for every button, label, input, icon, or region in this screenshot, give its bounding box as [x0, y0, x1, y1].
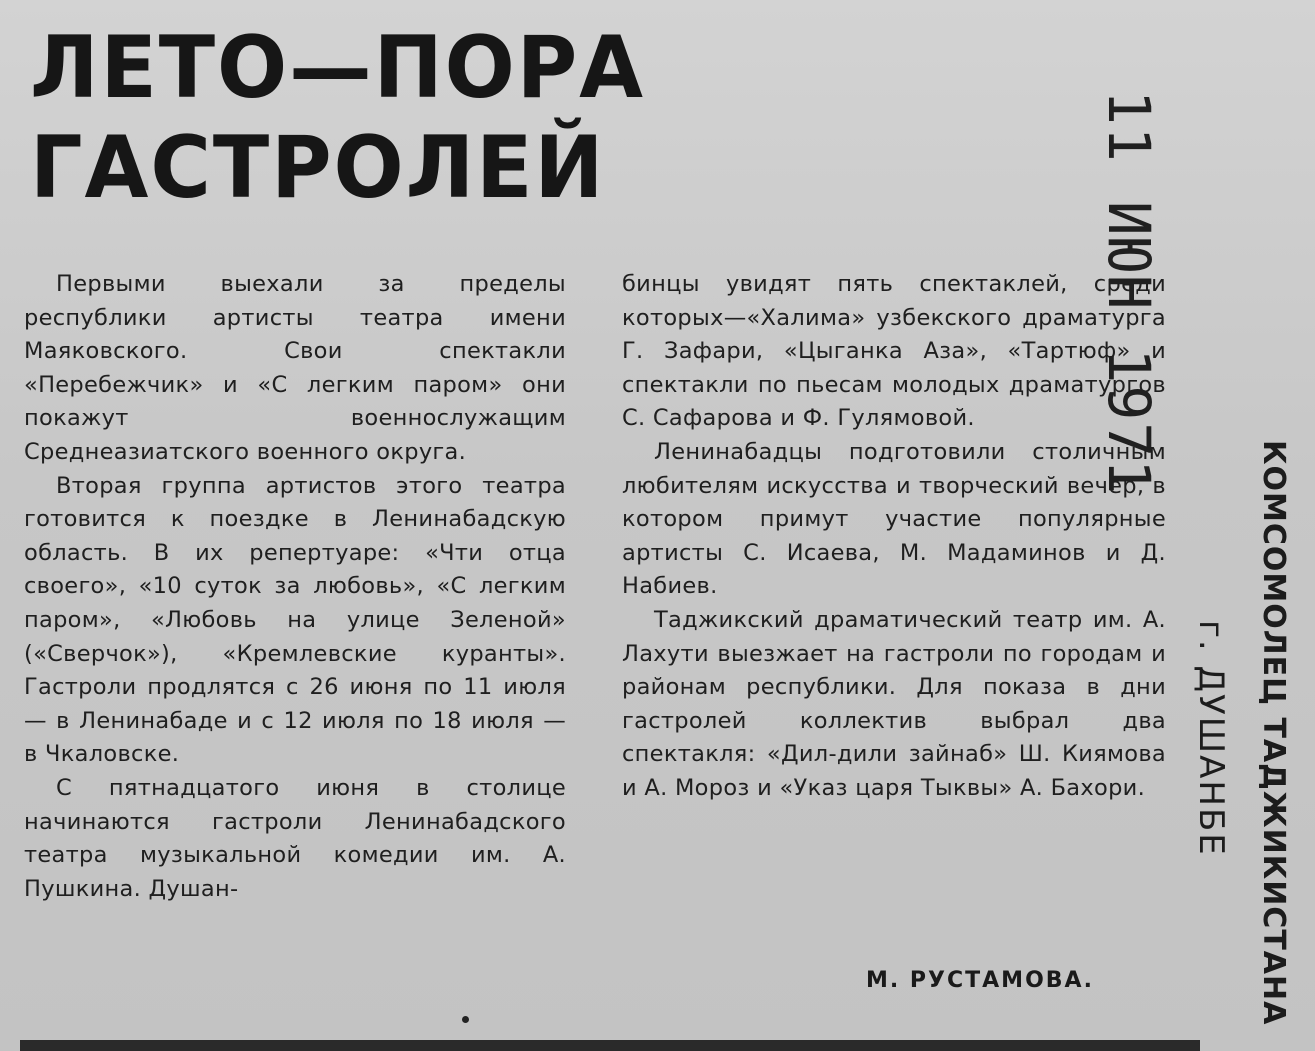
- headline-line-2: ГАСТРОЛЕЙ: [30, 118, 606, 218]
- print-dot: [462, 1016, 469, 1023]
- bottom-rule: [20, 1040, 1200, 1051]
- paragraph: Вторая группа артистов этого театра готовится к поездке в Ленинабадскую область. В их репертуаре: «Чти отца своего», «10 суток за любовь», «С легким паром», «Любовь на улице Зеленой» («Сверчок»), «Кремлевские куранты». Гастроли продлятся с 26 июня по 11 июля — в Ленинабаде и с 12 июля по 18 июля — в Чкаловске.: [24, 472, 566, 768]
- article-headline: [30, 18, 645, 218]
- paragraph: С пятнадцатого июня в столице начинаются гастроли Ленинабадского театра музыкальной комедии им. А. Пушкина. Душан-: [24, 774, 566, 902]
- city-stamp: г. ДУШАНБЕ: [1191, 620, 1231, 857]
- paragraph: Первыми выехали за пределы республики артисты театра имени Маяковского. Свои спектакли «Перебежчик» и «С легким паром» они покажут военнослужащим Среднеазиатского военного округа.: [24, 271, 566, 465]
- paragraph: Ленинабадцы подготовили столичным любителям искусства и творческий вечер, в котором примут участие популярные артисты С. Исаева, М. Мадаминов и Д. Набиев.: [622, 438, 1166, 600]
- paragraph: бинцы увидят пять спектаклей, среди которых—«Халима» узбекского драматурга Г. Зафари, «Цыганка Аза», «Тартюф» и спектакли по пьесам молодых драматургов С. Сафарова и Ф. Гулямовой.: [622, 271, 1166, 432]
- author-signature: М. РУСТАМОВА.: [866, 968, 1094, 993]
- paragraph: Таджикский драматический театр им. А. Лахути выезжает на гастроли по городам и районам республики. Для показа в дни гастролей коллектив выбрал два спектакля: «Дил-дили зайнаб» Ш. Киямова и А. Мороз и «Указ царя Тыквы» А. Бахори.: [622, 606, 1166, 801]
- date-stamp: 11 ИЮН 1971: [1095, 90, 1163, 497]
- article-right-column: [622, 268, 1166, 806]
- headline-line-1: ЛЕТО—ПОРА: [30, 18, 645, 118]
- article-left-column: [24, 268, 566, 906]
- source-stamp: КОМСОМОЛЕЦ ТАДЖИКИСТАНА: [1256, 440, 1291, 1026]
